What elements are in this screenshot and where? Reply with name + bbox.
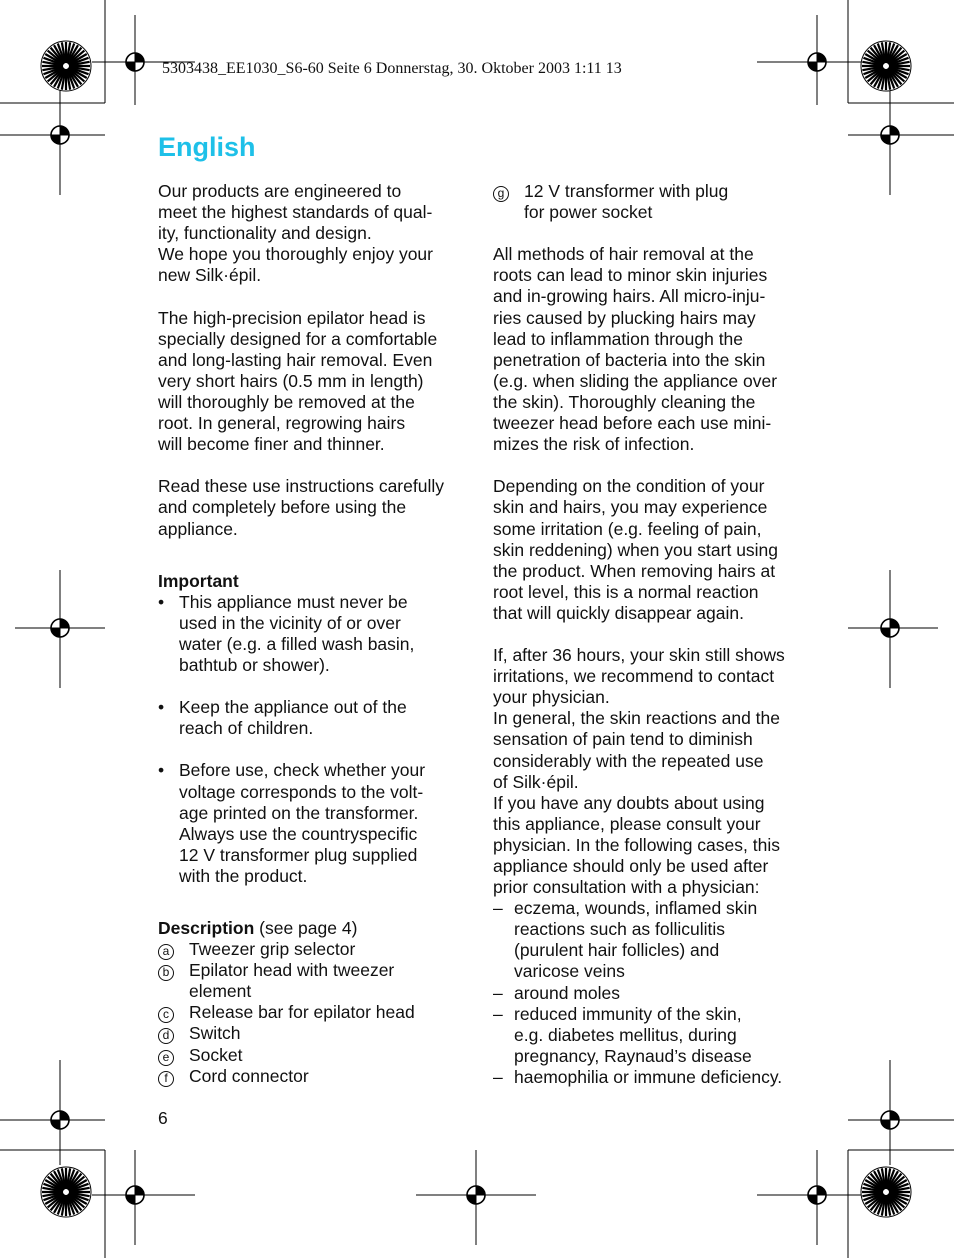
- intro-paragraph: [158, 181, 460, 286]
- text-line: specially designed for a comfortable: [158, 328, 438, 349]
- text-line: root. In general, regrowing hairs: [158, 413, 406, 434]
- text-line: with the product.: [179, 865, 308, 886]
- dash-item: [493, 1004, 795, 1067]
- text-line: the skin). Thoroughly cleaning the: [493, 391, 756, 412]
- hair-removal-paragraph: [493, 244, 795, 455]
- text-line: skin and hairs, you may experience: [493, 497, 768, 518]
- instructions-paragraph: [158, 476, 460, 539]
- irritation-paragraph: [493, 476, 795, 624]
- description-item: [158, 1045, 460, 1066]
- item-key-badge: a: [158, 944, 174, 960]
- left-column: [158, 181, 460, 1087]
- text-line: roots can lead to minor skin injuries: [493, 265, 768, 286]
- dash-symbol: –: [493, 1003, 503, 1024]
- description-item: [158, 960, 460, 1002]
- text-line: Before use, check whether your: [179, 760, 426, 781]
- text-line: reactions such as folliculitis: [514, 919, 726, 940]
- text-line: voltage corresponds to the volt-: [179, 781, 424, 802]
- text-line: age printed on the transformer.: [179, 802, 419, 823]
- text-line: very short hairs (0.5 mm in length): [158, 370, 424, 391]
- text-line: for power socket: [524, 202, 653, 223]
- item-key-badge: d: [158, 1028, 174, 1044]
- text-line: bathtub or shower).: [179, 654, 330, 675]
- item-key-badge: e: [158, 1050, 174, 1066]
- text-line: lead to inflammation through the: [493, 328, 744, 349]
- text-line: sensation of pain tend to diminish: [493, 729, 753, 750]
- text-line: will become finer and thinner.: [158, 434, 385, 455]
- text-line: element: [189, 981, 252, 1002]
- bullet-item: [158, 592, 460, 676]
- text-line: Epilator head with tweezer: [189, 960, 395, 981]
- description-heading: [158, 918, 460, 939]
- right-column: [493, 181, 795, 1088]
- text-line: haemophilia or immune deficiency.: [514, 1066, 783, 1087]
- text-line: Read these use instructions carefully: [158, 476, 444, 497]
- bullet-symbol: •: [158, 591, 165, 612]
- text-line: this appliance, please consult your: [493, 813, 761, 834]
- text-line: Our products are engineered to: [158, 181, 402, 201]
- text-line: new Silk·épil.: [158, 265, 262, 286]
- bullet-symbol: •: [158, 697, 165, 718]
- text-line: tweezer head before each use mini-: [493, 413, 772, 434]
- text-line: Tweezer grip selector: [189, 939, 356, 960]
- text-line: and completely before using the: [158, 497, 407, 518]
- text-line: (e.g. when sliding the appliance over: [493, 370, 778, 391]
- text-line: 12 V transformer plug supplied: [179, 844, 418, 865]
- text-line: If, after 36 hours, your skin still shows: [493, 645, 785, 666]
- print-header: 5303438_EE1030_S6-60 Seite 6 Donnerstag, 30. Oktober 2003 1:11 13: [162, 60, 622, 77]
- text-line: considerably with the repeated use: [493, 750, 764, 771]
- text-line: Release bar for epilator head: [189, 1002, 415, 1023]
- text-line: used in the vicinity of or over: [179, 612, 401, 633]
- page-title: English: [158, 132, 256, 162]
- item-key-badge: b: [158, 965, 174, 981]
- text-line: Keep the appliance out of the: [179, 697, 407, 718]
- text-line: appliance should only be used after: [493, 856, 769, 876]
- description-item: [158, 1002, 460, 1023]
- text-line: and long-lasting hair removal. Even: [158, 349, 433, 370]
- dash-item: [493, 898, 795, 982]
- text-line: All methods of hair removal at the: [493, 244, 754, 265]
- page-number: 6: [158, 1108, 168, 1128]
- text-line: of Silk·épil.: [493, 771, 579, 792]
- text-line: Depending on the condition of your: [493, 476, 765, 497]
- text-line: varicose veins: [514, 961, 625, 982]
- physician-paragraph: [493, 645, 795, 898]
- text-line: This appliance must never be: [179, 591, 408, 612]
- text-line: physician. In the following cases, this: [493, 834, 780, 855]
- text-line: The high-precision epilator head is: [158, 307, 426, 328]
- text-line: e.g. diabetes mellitus, during: [514, 1024, 737, 1045]
- text-line: eczema, wounds, inflamed skin: [514, 898, 758, 919]
- item-key-badge: g: [493, 186, 509, 202]
- description-item: [158, 1066, 460, 1087]
- text-line: Cord connector: [189, 1065, 309, 1086]
- text-line: Switch: [189, 1023, 241, 1044]
- text-line: that will quickly disappear again.: [493, 602, 744, 623]
- dash-symbol: –: [493, 1066, 503, 1087]
- text-line: Always use the countryspecific: [179, 823, 418, 844]
- text-line: penetration of bacteria into the skin: [493, 349, 766, 370]
- text-line: prior consultation with a physician:: [493, 877, 760, 898]
- text-line: appliance.: [158, 518, 238, 539]
- bullet-symbol: •: [158, 760, 165, 781]
- text-line: Socket: [189, 1044, 243, 1065]
- text-line: irritations, we recommend to contact: [493, 666, 775, 687]
- text-line: If you have any doubts about using: [493, 792, 765, 813]
- dash-symbol: –: [493, 982, 503, 1003]
- text-line: mizes the risk of infection.: [493, 434, 695, 455]
- text-line: ries caused by plucking hairs may: [493, 307, 756, 328]
- text-line: the product. When removing hairs at: [493, 560, 776, 581]
- text-line: (purulent hair follicles) and: [514, 940, 720, 961]
- text-line: your physician.: [493, 687, 610, 708]
- description-heading-label: Description: [158, 918, 255, 938]
- text-line: some irritation (e.g. feeling of pain,: [493, 518, 762, 539]
- text-line: 12 V transformer with plug: [524, 181, 729, 201]
- text-line: root level, this is a normal reaction: [493, 581, 759, 602]
- description-page-ref: (see page 4): [254, 918, 358, 938]
- text-line: ity, functionality and design.: [158, 223, 372, 244]
- text-line: reach of children.: [179, 718, 314, 739]
- text-line: meet the highest standards of qual-: [158, 202, 433, 223]
- text-line: pregnancy, Raynaud’s disease: [514, 1045, 752, 1066]
- description-item: [158, 1023, 460, 1044]
- bullet-item: [158, 760, 460, 887]
- text-line: We hope you thoroughly enjoy your: [158, 244, 433, 265]
- text-line: skin reddening) when you start using: [493, 539, 779, 560]
- text-line: around moles: [514, 982, 621, 1003]
- dash-symbol: –: [493, 898, 503, 919]
- dash-item: [493, 1067, 795, 1088]
- item-key-badge: f: [158, 1071, 174, 1087]
- item-key-badge: c: [158, 1007, 174, 1023]
- text-line: water (e.g. a filled wash basin,: [179, 633, 415, 654]
- description-item: [158, 939, 460, 960]
- bullet-item: [158, 697, 460, 739]
- text-line: will thoroughly be removed at the: [158, 391, 415, 412]
- text-line: and in-growing hairs. All micro-inju-: [493, 286, 766, 307]
- description-item: [493, 181, 795, 223]
- text-line: reduced immunity of the skin,: [514, 1003, 742, 1024]
- important-heading: Important: [158, 570, 239, 591]
- dash-item: [493, 983, 795, 1004]
- epilator-head-paragraph: [158, 308, 460, 456]
- text-line: In general, the skin reactions and the: [493, 708, 780, 729]
